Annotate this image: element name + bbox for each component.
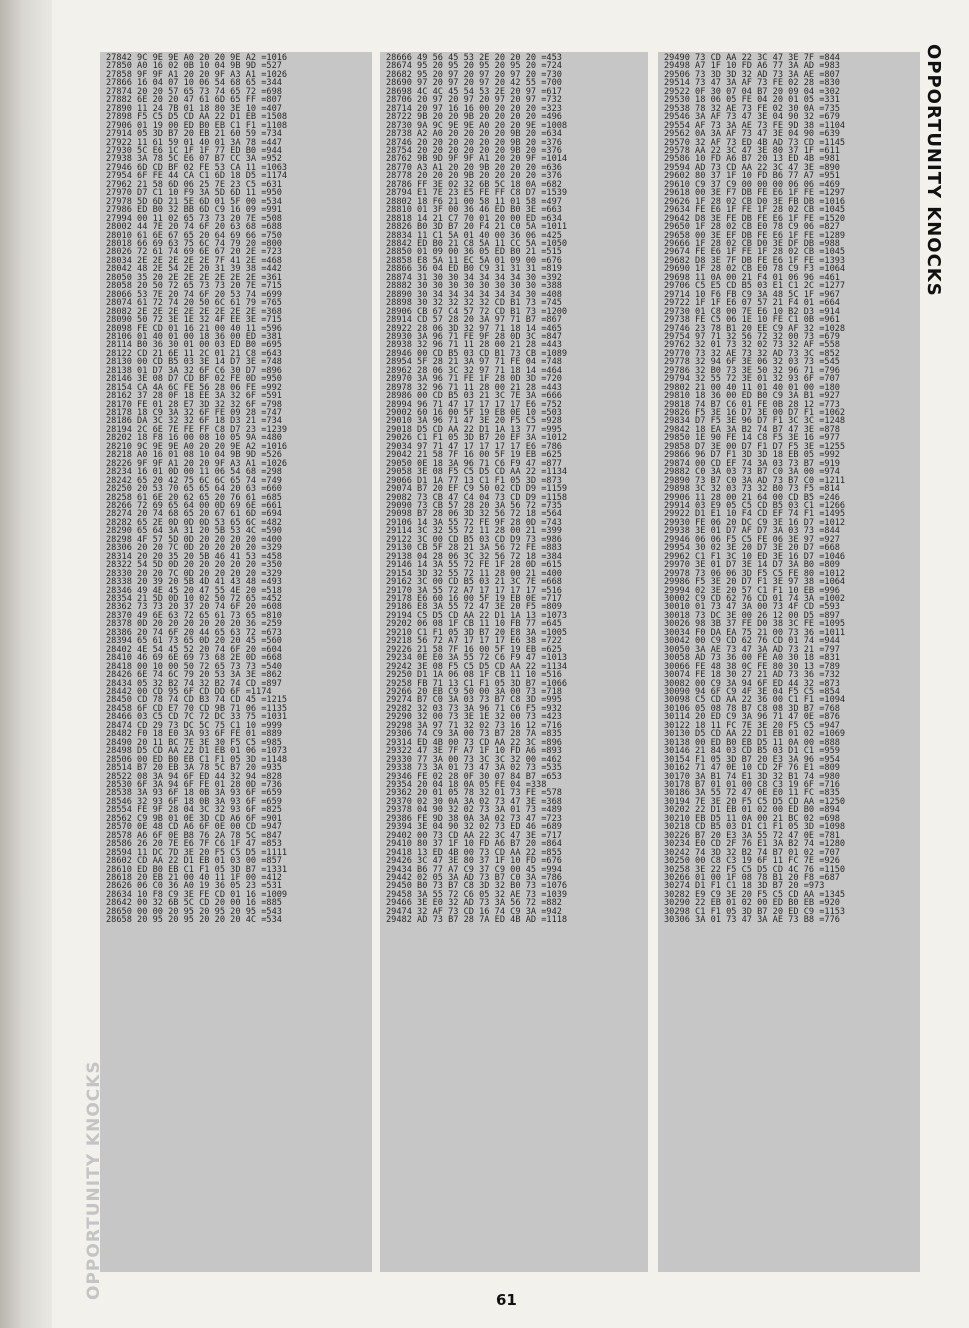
listing-column-2 [380, 52, 648, 1272]
page-number: 61 [496, 1291, 517, 1309]
hex-listing-text: 27842 9C 9E 9E A0 20 20 9E A2 =1016 27850 A0 16 02 0B 10 04 9B 9D =527 27858 9F 9F A1 20 20 9F A3 A1 =1026 27866 16 04 07 10 06 54 68 65 =344 27874 20 20 57 65 73 74 65 72 =698 27882 6E 20 20 47 61 6D 65 FF =807 27890 11 24 7B 01 18 80 3E 10 =407 27898 F5 C5 D5 CD AA 22 D1 EB =1508 27906 01 19 00 ED B0 EB C1 F1 =1108 27914 05 3D B7 20 EB 21 60 59 =734 27922 11 61 59 01 40 01 3A 78 =447 27930 5C E6 1C 1F 1F 77 ED B0 =944 27938 3A 78 5C E6 07 B7 CC 3A =952 27946 6D CD BF 02 FE 53 CA 11 =1063 27954 6F FE 44 CA C1 6D 18 D5 =1174 27962 21 58 6D 06 25 7E 23 C5 =631 27970 D7 C1 10 F9 3A 5D 6D 11 =950 27978 5D 6D 21 5E 6D 01 5F 00 =534 27986 ED B0 32 BB 6D C9 16 09 =991 27994 00 11 02 65 73 73 20 7E =508 28002 44 7E 20 74 6F 20 63 68 =688 28010 61 6E 67 65 20 64 69 66 =750 28018 66 69 63 75 6C 74 79 20 =800 28026 72 61 74 69 6E 67 20 2E =723 28034 2E 2E 2E 2E 2E 7F 41 2E =468 28042 48 2E 54 2E 20 31 39 38 =442 28050 35 20 2E 2E 2E 2E 2E 2E =361 28058 20 50 72 65 73 73 20 7E =715 28066 53 7E 20 74 6F 20 53 74 =699 28074 61 72 74 20 50 6C 61 79 =765 28082 2E 2E 2E 2E 2E 2E 2E 2E =368 28090 50 72 3E 1E 32 4F EE 3E =715 28098 FE CD 01 16 21 00 40 11 =596 28106 01 40 01 00 18 36 00 ED =381 28114 B0 36 30 01 00 03 ED B0 =695 28122 CD 21 6E 11 2C 01 21 C8 =643 28130 00 CD B5 03 3E 14 D7 3E =748 28138 01 D7 3A 32 6F C6 30 D7 =896 28146 3E 08 D7 CD BF 02 FE 0D =950 28154 CA 4A 6C FE 56 28 06 FE =992 28162 37 28 0F 18 EE 3A 32 6F =591 28170 FE 01 28 E7 3D 32 32 6F =798 28178 18 C9 3A 32 6F FE 09 28 =747 28186 DA 3C 32 32 6F 18 D3 21 =734 28194 2C 6E 7E FE FF C8 D7 23 =1239 28202 18 F8 16 00 08 10 05 9A =480 28210 9C 9E 9E A0 20 20 9E A2 =1016 28218 A0 16 01 08 10 04 9B 9D =526 28226 9F 9F A1 20 20 9F A3 A1 =1026 28234 16 01 0D 00 11 06 54 68 =298 28242 65 20 42 75 6C 6C 65 74 =749 28250 20 53 70 65 65 64 20 63 =660 28258 61 6E 20 62 65 20 76 61 =685 28266 72 69 65 64 00 0D 69 6E =661 28274 20 74 68 65 20 67 61 6D =694 28282 65 2E 0D 0D 0D 53 65 6C =482 28290 65 64 3A 31 20 5B 53 4C =590 28298 4F 57 5D 0D 20 20 20 20 =400 28306 20 20 7C 0D 20 20 20 20 =329 28314 20 20 35 20 5B 46 41 53 =458 28322 54 5D 0D 20 20 20 20 20 =350 28330 20 20 7C 0D 20 20 20 20 =329 28338 20 39 20 5B 4D 41 43 48 =493 28346 49 4E 45 20 47 55 4E 20 =518 28354 21 5D 0D 10 02 50 72 65 =452 28362 73 73 20 37 20 74 6F 20 =608 28370 49 6E 63 72 65 61 73 65 =810 28378 0D 20 20 20 20 20 20 36 =259 28386 20 74 6F 20 44 65 63 72 =673 28394 65 61 73 65 0D 20 20 45 =560 28402 4E 54 45 52 20 74 6F 20 =604 28410 46 69 6E 69 73 68 2E 0D =668 28418 00 10 00 50 72 65 73 73 =540 28426 6E 74 6C 79 20 53 3A 3E =862 28434 05 32 B2 74 32 B2 74 CD =897 28442 00 CD 95 6F CD DD 6F =1174 28450 CD 78 74 CD B3 74 CD 45 =1215 28458 6F CD E7 70 CD 9B 71 06 =1135 28466 03 C5 CD 7C 72 DC 33 75 =1031 28474 CD 29 73 DC 5C 75 C1 10 =999 28482 F0 18 E0 3A 93 6F FE 01 =889 28490 20 11 BC 7E 3E 30 F5 C5 =985 28498 D5 CD AA 22 D1 EB 01 06 =1073 28506 00 ED B0 EB C1 F1 05 3D =1148 28514 B7 20 EB 3A 78 5C B7 20 =935 28522 08 3A 94 6F ED 44 32 94 =828 28530 6F 3A 94 6F FE 01 28 0D =736 28538 3A 93 6F 18 0B 3A 93 6F =659 28546 32 93 6F 18 0B 3A 93 6F =659 28554 FE 9F 28 04 3C 32 93 6F =825 28562 C9 9B 01 0E 3D CD A6 6F =901 28570 0E 48 CD A6 6F 0E 00 CD =947 28578 A6 6F 0E B8 76 2A 78 5C =847 28586 26 20 7E E6 7F C6 1F 47 =853 28594 11 DC 7D 3E 20 F5 C5 D5 =1111 28602 CD AA 22 D1 EB 01 03 00 =857 28610 ED B0 EB C1 F1 05 3D B7 =1331 28618 20 EB 21 00 40 11 1F 00 =412 28626 06 C0 36 A0 19 36 05 23 =531 28634 10 F8 C9 3E FE CD 01 16 =1009 28642 00 32 6B 5C CD 20 00 16 =885 28650 00 00 20 95 20 95 20 95 =543 28658 20 95 20 95 20 20 20 4C =534 [106, 53, 288, 926]
listing-column-3 [658, 52, 920, 1272]
page-gutter [0, 0, 52, 1328]
section-title-vertical: OPPORTUNITY KNOCKS [923, 44, 944, 297]
section-title-watermark: OPPORTUNITY KNOCKS [84, 1060, 104, 1300]
hex-listing-text: 28666 49 56 45 53 2E 20 20 20 =453 28674 95 20 95 20 95 20 95 20 =724 28682 95 20 97 20 97 20 97 20 =730 28690 97 20 97 20 97 20 42 55 =700 28698 4C 4C 45 54 53 2E 20 97 =617 28706 20 97 20 97 20 97 20 97 =732 28714 20 97 16 16 00 20 20 20 =323 28722 9B 20 20 9B 20 20 20 20 =496 28730 9A 9C 9E 9E A0 20 20 9E =1008 28738 A2 A0 20 20 20 20 9B 20 =634 28746 20 20 20 20 20 20 9B 20 =376 28754 20 20 20 20 20 20 9B 20 =376 28762 9B 9D 9F 9F A1 20 20 9F =1014 28770 A3 A1 20 20 9B 20 20 20 =636 28778 20 20 20 9B 20 20 20 20 =376 28786 FF 3E 02 32 6B 5C 18 0A =682 28794 E1 7E 23 E5 FE FF C8 D7 =1539 28802 18 F6 21 00 58 11 01 58 =497 28810 01 3F 00 36 46 ED B0 3E =663 28818 14 21 C7 70 01 20 00 ED =634 28826 B0 3D B7 20 F4 21 C0 5A =1011 28834 11 C1 5A 01 40 00 36 06 =425 28842 ED B0 21 C8 5A 11 CC 5A =1050 28850 01 09 00 36 05 ED B0 21 =515 28858 E8 5A 11 EC 5A 01 09 00 =676 28866 36 04 ED B0 C9 31 31 31 =819 28874 31 30 30 34 34 34 34 30 =392 28882 30 30 30 30 30 30 30 30 =388 28890 30 34 34 34 34 34 34 30 =408 28898 30 32 32 32 32 CD B1 73 =745 28906 CB 67 C4 57 72 CD B1 73 =1200 28914 CD 57 28 20 3A 97 71 B7 =867 28922 28 06 3D 32 97 71 18 14 =465 28930 3A 96 71 FE 9F 28 0D 3C =847 28938 32 96 71 11 28 00 21 28 =443 28946 00 CD B5 03 CD B1 73 CB =1089 28954 5F 28 21 3A 97 71 FE 04 =748 28962 28 06 3C 32 97 71 18 14 =464 28970 3A 96 71 FE 1F 28 0D 3D =720 28978 32 96 71 11 28 00 21 28 =443 28986 00 CD B5 03 21 3C 7E 3A =666 28994 96 71 47 17 17 17 17 E6 =752 29002 60 16 00 5F 19 EB 0E 10 =503 29010 3A 96 71 47 3E 20 F5 C5 =928 29018 D5 CD AA 22 D1 1A 13 77 =995 29026 C1 F1 05 3D B7 20 EF 3A =1012 29034 97 71 47 17 17 17 17 E6 =786 29042 21 58 7F 16 00 5F 19 EB =625 29050 0E 18 3A 96 71 C6 F9 47 =877 29058 3E 08 F5 C5 D5 CD AA 22 =1134 29066 D1 1A 77 13 C1 F1 05 3D =873 29074 B7 20 EF C9 50 02 CD D9 =1159 29082 73 CB 47 C4 04 73 CD D9 =1158 29090 73 CB 57 28 20 3A 56 72 =735 29098 B7 28 06 3D 32 56 72 18 =564 29106 14 3A 55 72 FE 9F 28 0D =743 29114 3C 32 55 72 11 28 00 21 =399 29122 3C 00 CD B5 03 CD D9 73 =986 29130 CB 5F 28 21 3A 56 72 FE =883 29138 04 28 06 3C 32 56 72 18 =384 29146 14 3A 55 72 FE 1F 28 0D =615 29154 3D 32 55 72 11 28 00 21 =400 29162 3C 00 CD B5 03 21 3C 7E =668 29170 3A 55 72 A7 17 17 17 17 =516 29178 E6 60 16 00 5F 19 EB 0E =717 29186 E8 3A 55 72 47 3E 20 F5 =809 29194 C5 D5 CD AA 22 D1 1A 13 =1073 29202 06 08 1F CB 11 10 FB 77 =645 29210 C1 F1 05 3D B7 20 E8 3A =1005 29218 56 72 A7 17 17 17 E6 38 =722 29226 21 58 7F 16 00 5F 19 EB =625 29234 0E E0 3A 55 72 C6 F9 47 =1013 29242 3E 08 F5 C5 D5 CD AA 22 =1134 29250 D1 1A 06 08 1F CB 11 10 =516 29258 FB 71 13 C1 F1 05 3D B7 =1066 29266 20 EB C9 50 00 3A 00 73 =718 29274 B7 C0 3A 03 73 B7 C8 3D =995 29282 32 03 73 3A 96 71 C6 F5 =932 29290 32 00 73 3E 1E 32 00 73 =423 29298 3A 97 71 32 02 73 16 12 =716 29306 74 C9 3A 00 73 B7 28 7A =835 29314 ED 4B 00 73 CD AA 22 3C =896 29322 47 3E 7F A7 1F 10 FD A6 =893 29330 77 3A 00 73 3C 3C 32 00 =462 29338 73 3A 01 73 47 3A 02 73 =535 29346 FE 02 28 0F 30 07 84 B7 =653 29354 20 04 18 0A 05 FE 04 =338 29362 20 01 05 78 32 01 73 FE =578 29370 02 30 0A 3A 02 73 47 3E =368 29378 04 90 32 02 73 3A 01 73 =489 29386 FE 9D 38 0A 3A 02 73 47 =723 29394 3E 04 90 32 02 73 ED 46 =689 29402 00 73 CD AA 22 3C 47 3E =717 29410 80 37 1F 10 FD A6 B7 20 =864 29418 13 ED 4B 00 73 CD AA 22 =855 29426 3C 47 3E 80 37 1F 10 FD =676 29434 B6 77 A7 C9 37 C9 00 45 =994 29442 02 05 3A AD 73 B7 C0 3A =786 29450 B0 73 B7 C8 3D 32 B0 73 =1076 29458 3A 55 72 C6 05 32 AE 73 =1039 29466 3E E0 32 AD 73 3A 56 72 =882 29474 32 AF 73 CD 16 74 C9 3A =942 29482 AD 73 B7 28 7A ED 4B AD =1118 [386, 53, 568, 926]
listing-column-1 [100, 52, 372, 1272]
hex-listing-text: 29490 73 CD AA 22 3C 47 3E 7F =844 29498 A7 1F 10 FD A6 77 3A AD =983 29506 73 3D 3D 32 AD 73 3A AE =807 29514 73 47 3A AF 73 FE 02 28 =830 29522 0F 30 07 04 B7 20 09 04 =302 29530 18 06 05 FE 04 20 01 05 =331 29538 78 32 AE 73 FE 02 30 0A =735 29546 3A AF 73 47 3E 04 90 32 =679 29554 AF 73 3A AE 73 FE 9D 38 =1104 29562 0A 3A AF 73 47 3E 04 90 =639 29570 32 AF 73 ED 4B AD 73 CD =1145 29578 AA 22 3C 47 3E 80 37 1F =611 29586 10 FD A6 B7 20 13 ED 4B =981 29594 AD 73 CD AA 22 3C 47 3E =890 29602 80 37 1F 10 FD B6 77 A7 =951 29610 C9 37 C9 00 00 00 06 06 =469 29618 00 3E F7 DB FE E6 1F FE =1297 29626 1F 28 02 CB D0 3E FB DB =1016 29634 FE E6 1F FE 1F 28 02 CB =1045 29642 D8 3E FE DB FE E6 1F FE =1520 29650 1F 28 02 CB E0 78 C9 06 =827 29658 00 3E EF DB FE E6 1F FE =1289 29666 1F 28 02 CB D0 3E DF DB =988 29674 FE E6 1F FE 1F 28 02 CB =1045 29682 D8 3E 7F DB FE E6 1F FE =1393 29690 1F 28 02 CB E0 78 C9 F3 =1064 29698 11 0A 00 21 F4 01 06 96 =461 29706 C5 E5 CD B5 03 E1 C1 2C =1277 29714 10 F6 FB C9 3A 48 5C 1F =967 29722 1F 1F E6 07 57 21 F4 01 =664 29730 01 C8 00 7E E6 10 B2 D3 =914 29738 FE C5 06 1E 10 FE C1 0B =961 29746 23 78 B1 20 EE C9 AF 32 =1028 29754 97 71 32 56 72 32 00 73 =679 29762 32 01 73 32 02 73 32 AF =558 29770 73 32 AE 73 32 AD 73 3C =852 29778 32 94 6F 3E 06 32 03 73 =545 29786 32 B0 73 3E 50 32 96 71 =796 29794 32 55 72 3E 01 32 93 6F =707 29802 21 00 40 11 01 40 01 00 =180 29810 18 36 00 ED B0 C9 3A B1 =927 29818 74 B7 C6 01 FE 0B 28 12 =773 29826 F5 3E 16 D7 3E 00 D7 F1 =1062 29834 D7 F5 3E 96 D7 F1 3C 3C =1248 29842 18 EA 3A B2 74 B7 47 3E =878 29850 1E 90 FE 14 C8 F5 3E 16 =977 29858 D7 3E 00 D7 F1 D7 F5 3E =1255 29866 96 D7 F1 3D 3D 18 EB 05 =992 29874 00 CD EF 74 3A 03 73 B7 =919 29882 C0 3A 03 73 B7 C0 3A 00 =974 29890 73 B7 C0 3A AD 73 B7 C0 =1211 29898 3C 32 03 73 32 B0 73 F5 =814 29906 11 28 00 21 64 00 CD B5 =246 29914 03 E9 05 C5 CD B5 03 C1 =1266 29922 D1 E1 10 F4 CD EF 74 F1 =1495 29930 FE 06 20 DC C9 3E 16 D7 =1012 29938 3E 01 D7 AF D7 3A 03 73 =844 29946 06 06 F5 C5 FE 06 3E 97 =927 29954 30 02 3E 20 D7 3E 20 D7 =668 29962 C1 F1 3C 10 ED 3E 16 D7 =1046 29970 3E 01 D7 3E 14 D7 3A B0 =809 29978 73 06 06 3D F5 C5 FE 80 =1012 29986 F5 3E 20 D7 F1 3E 97 38 =1064 29994 02 3E 20 57 C1 F1 10 EB =996 30002 C9 CD 62 76 CD 01 74 3A =1002 30010 01 73 47 3A 00 73 4F CD =593 30018 73 DC 3E 00 26 12 00 D5 =897 30026 98 3B 37 FE D0 38 3C FE =1095 30034 F0 DA EA 75 21 00 73 36 =1011 30042 00 C9 CD 62 76 CD 01 74 =944 30050 3A AE 73 47 3A AD 73 21 =797 30058 AD 73 36 00 FE A0 30 18 =831 30066 FE 48 38 0C FE 80 30 13 =789 30074 FE 18 30 27 21 AD 73 36 =732 30082 00 C9 3A 94 6F ED 44 32 =873 30090 94 6F C9 4F 3E 04 F5 C5 =854 30098 C5 CD AA 22 36 00 C1 F1 =1094 30106 05 08 78 B7 C8 08 3D B7 =768 30114 20 ED C9 3A 96 71 47 0E =876 30122 18 11 FC 7E 3E 20 F5 C5 =947 30130 D5 CD AA 22 D1 EB 01 02 =1069 30138 00 ED B0 EB D5 11 0A 00 =888 30146 21 84 03 CD B5 03 D1 C1 =959 30154 F1 05 3D B7 20 E3 3A 96 =954 30162 71 47 0E 10 CD 2F 76 E1 =809 30170 3A B1 74 E1 3D 32 B1 74 =980 30178 B7 01 01 00 C8 C3 19 6F =716 30186 3A 55 72 47 0E E0 11 FC =835 30194 7E 3E 20 F5 C5 D5 CD AA =1250 30202 22 D1 EB 01 02 00 ED B0 =894 30210 EB D5 11 0A 00 21 BC 02 =698 30218 CD B5 03 D1 C1 F1 05 3D =1098 30226 B7 20 E3 3A 55 72 47 0E =781 30234 E0 CD 2F 76 E1 3A B2 74 =1280 30242 74 3D 32 B2 74 B7 01 02 =707 30250 00 C8 C3 19 6F 11 FC 7E =926 30258 3E 22 F5 C5 D5 CD 4C 76 =1150 30266 01 00 1F 08 78 B1 20 F8 =687 30274 D1 F1 C1 18 3D B7 20 =973 30282 E9 C9 3E 20 F5 C5 CD AA =1345 30290 22 EB 01 02 00 ED B0 EB =920 30298 C1 F1 05 3D B7 20 ED C9 =1153 30306 3A 01 73 47 3A AE 73 B8 =776 [664, 53, 846, 926]
